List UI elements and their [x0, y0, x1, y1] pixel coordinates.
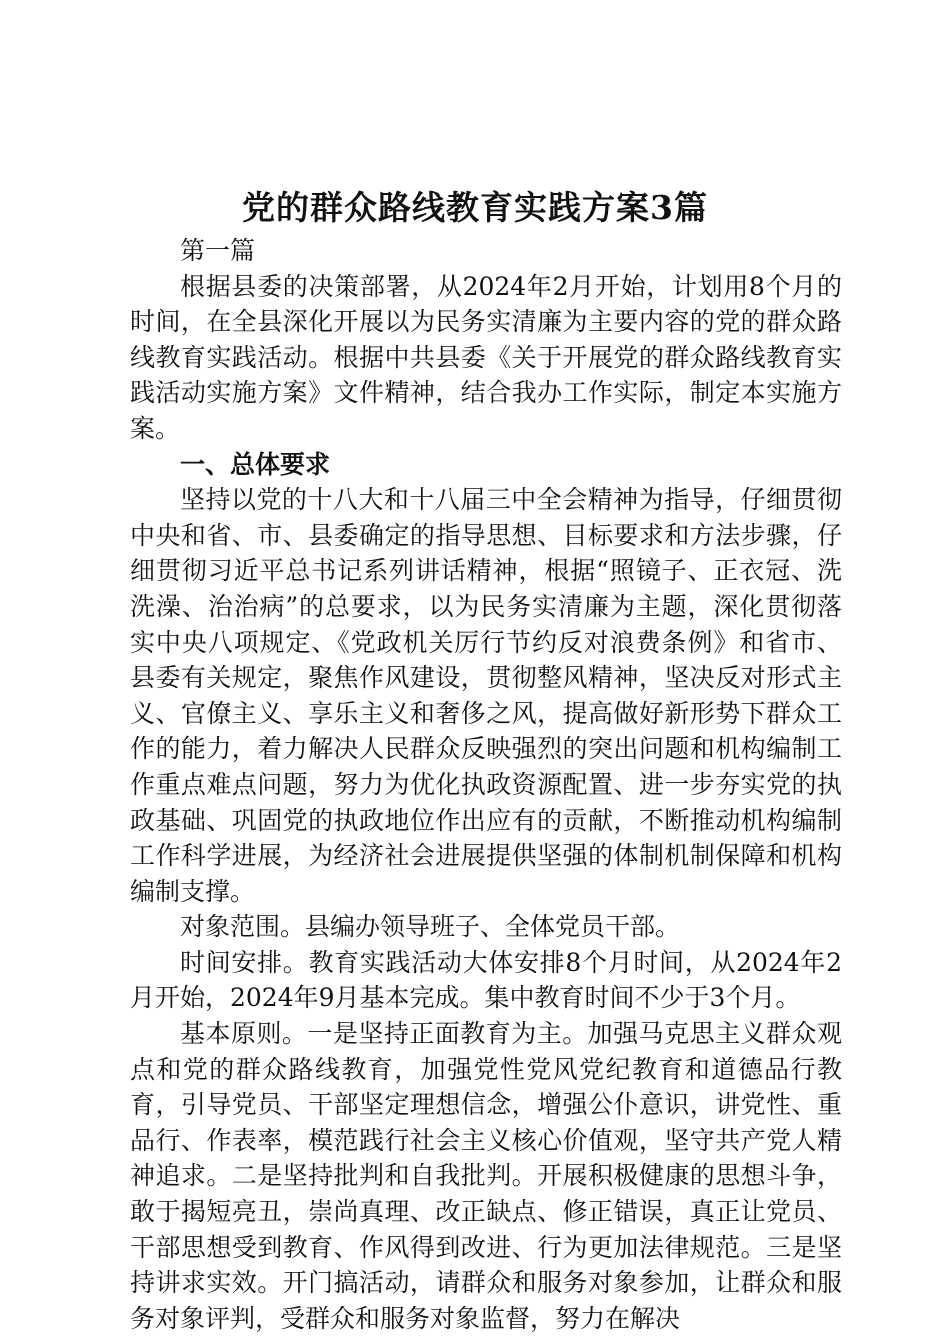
paragraph: 基本原则。一是坚持正面教育为主。加强马克思主义群众观点和党的群众路线教育，加强党性党风党纪教育和道德品行教育，引导党员、干部坚定理想信念，增强公仆意识，讲党性、重品行、作表率，模范践行社会主义核心价值观，坚守共产党人精神追求。二是坚持批判和自我批判。开展积极健康的思想斗争，敢于揭短亮丑，崇尚真理、改正缺点、修正错误，真正让党员、干部思想受到教育、作风得到改进、行为更加法律规范。三是坚持讲求实效。开门搞活动，请群众和服务对象参加，让群众和服务对象评判，受群众和服务对象监督，努力在解决	[130, 1019, 842, 1333]
document-title: 党的群众路线教育实践方案3篇	[242, 188, 708, 227]
section-heading: 一、总体要求	[180, 449, 331, 479]
paragraph: 时间安排。教育实践活动大体安排8个月时间，从2024年2月开始，2024年9月基本完成。集中教育时间不少于3个月。	[130, 947, 842, 1013]
paragraph: 根据县委的决策部署，从2024年2月开始，计划用8个月的时间，在全县深化开展以为民务实清廉为主要内容的党的群众路线教育实践活动。根据中共县委《关于开展党的群众路线教育实践活动实施方案》文件精神，结合我办工作实际，制定本实施方案。	[130, 271, 842, 443]
document-body	[130, 233, 842, 1336]
section-label: 第一篇	[180, 236, 256, 265]
paragraph: 对象范围。县编办领导班子、全体党员干部。	[180, 912, 681, 942]
paragraph: 坚持以党的十八大和十八届三中全会精神为指导，仔细贯彻中央和省、市、县委确定的指导思想、目标要求和方法步骤，仔细贯彻习近平总书记系列讲话精神，根据“照镜子、正衣冠、洗洗澡、治治病”的总要求，以为民务实清廉为主题，深化贯彻落实中央八项规定、《党政机关厉行节约反对浪费条例》和省市、县委有关规定，聚焦作风建设，贯彻整风精神，坚决反对形式主义、官僚主义、享乐主义和奢侈之风，提高做好新形势下群众工作的能力，着力解决人民群众反映强烈的突出问题和机构编制工作重点难点问题，努力为优化执政资源配置、进一步夯实党的执政基础、巩固党的执政地位作出应有的贡献，不断推动机构编制工作科学进展，为经济社会进展提供坚强的体制机制保障和机构编制支撑。	[130, 485, 842, 906]
